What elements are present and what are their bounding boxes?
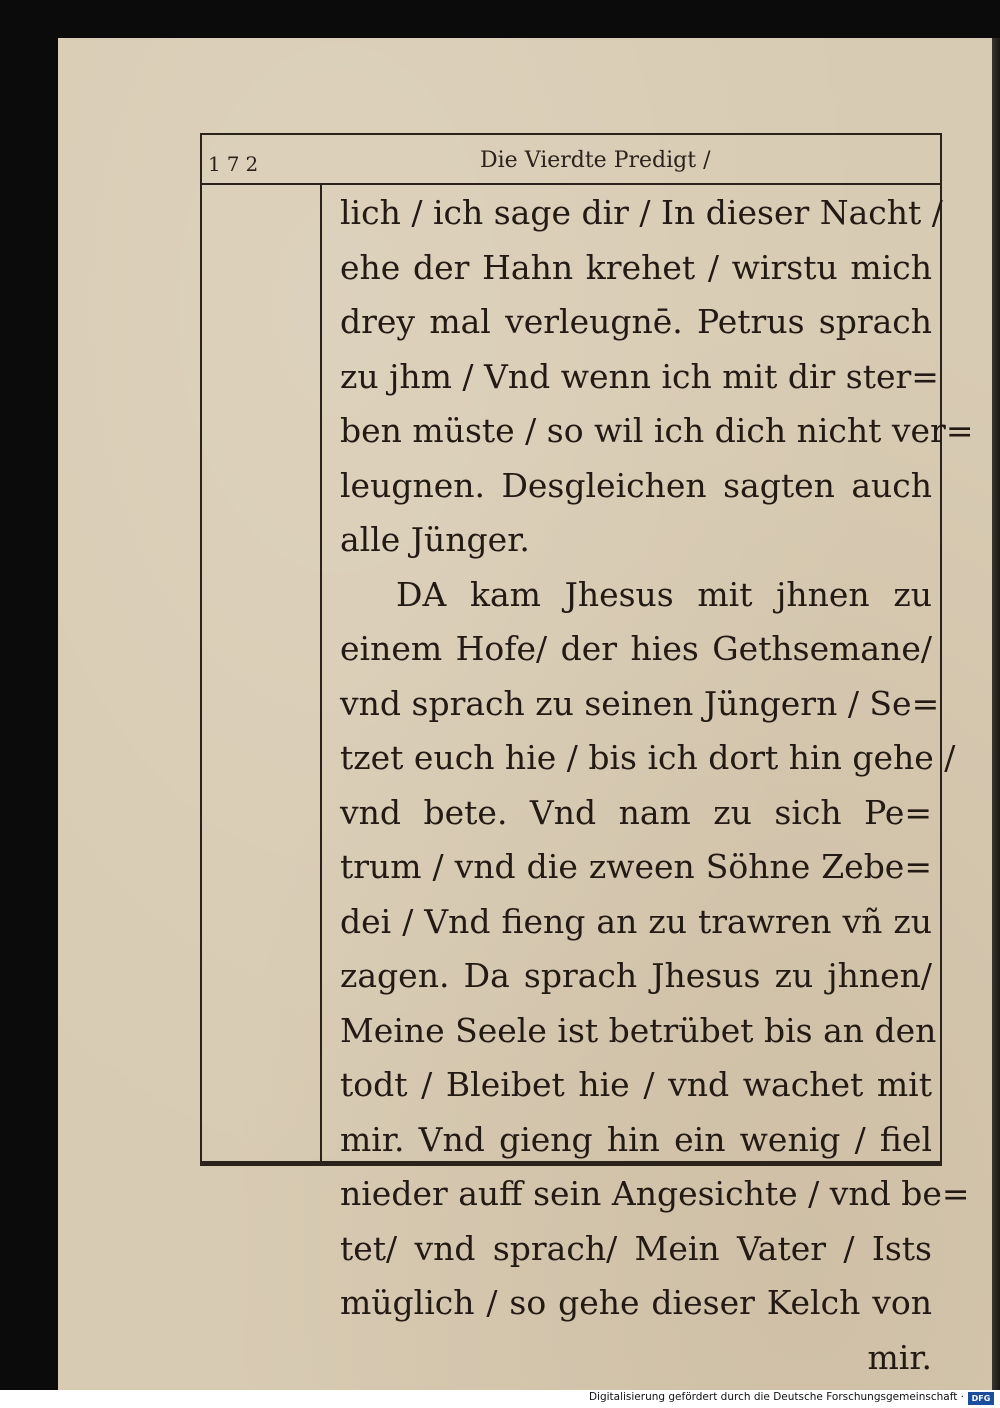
text-line: todt / Bleibet hie / vnd wachet mit [340,1065,932,1104]
text-line: dei / Vnd fieng an zu trawren vñ zu [340,901,932,941]
text-line: tzet euch hie / bis ich dort hin gehe / [340,738,956,777]
margin-rule [320,185,322,1161]
text-line: DA kam Jhesus mit jhnen zu [396,574,932,614]
text-line: zu jhm / Vnd wenn ich mit dir ster= [340,356,939,396]
text-line: müglich / so gehe dieser Kelch von [340,1283,932,1322]
body-text [340,186,974,1385]
text-line: nieder auff sein Angesichte / vnd be= [340,1174,970,1213]
text-line: tet/ vnd sprach/ Mein Vater / Ists [340,1228,932,1268]
header-rule [200,183,942,185]
text-line: alle Jünger. [340,520,530,559]
text-line: lich / ich sage dir / In dieser Nacht / [340,193,943,232]
text-line: ben müste / so wil ich dich nicht ver= [340,411,974,450]
text-line: mir. [867,1337,932,1377]
text-line: ehe der Hahn krehet / wirstu mich [340,247,932,287]
text-line: zagen. Da sprach Jhesus zu jhnen/ [340,956,932,995]
text-line: einem Hofe/ der hies Gethsemane/ [340,629,932,668]
text-line: vnd bete. Vnd nam zu sich Pe= [340,792,932,832]
text-line: drey mal verleugnē. Petrus sprach [340,302,932,341]
dfg-logo: DFG [968,1392,994,1405]
page-edge [992,38,1000,1390]
running-head: Die Vierdte Predigt / [480,148,711,173]
text-line: leugnen. Desgleichen sagten auch [340,465,932,505]
funding-credit: Digitalisierung gefördert durch die Deutsche Forschungsgemeinschaft · [588,1391,964,1403]
text-line: Meine Seele ist betrübet bis an den [340,1010,937,1050]
text-line: vnd sprach zu seinen Jüngern / Se= [340,683,940,723]
text-line: mir. Vnd gieng hin ein wenig / fiel [340,1119,932,1159]
page-number: 172 [208,152,265,176]
text-line: trum / vnd die zween Söhne Zebe= [340,847,932,886]
